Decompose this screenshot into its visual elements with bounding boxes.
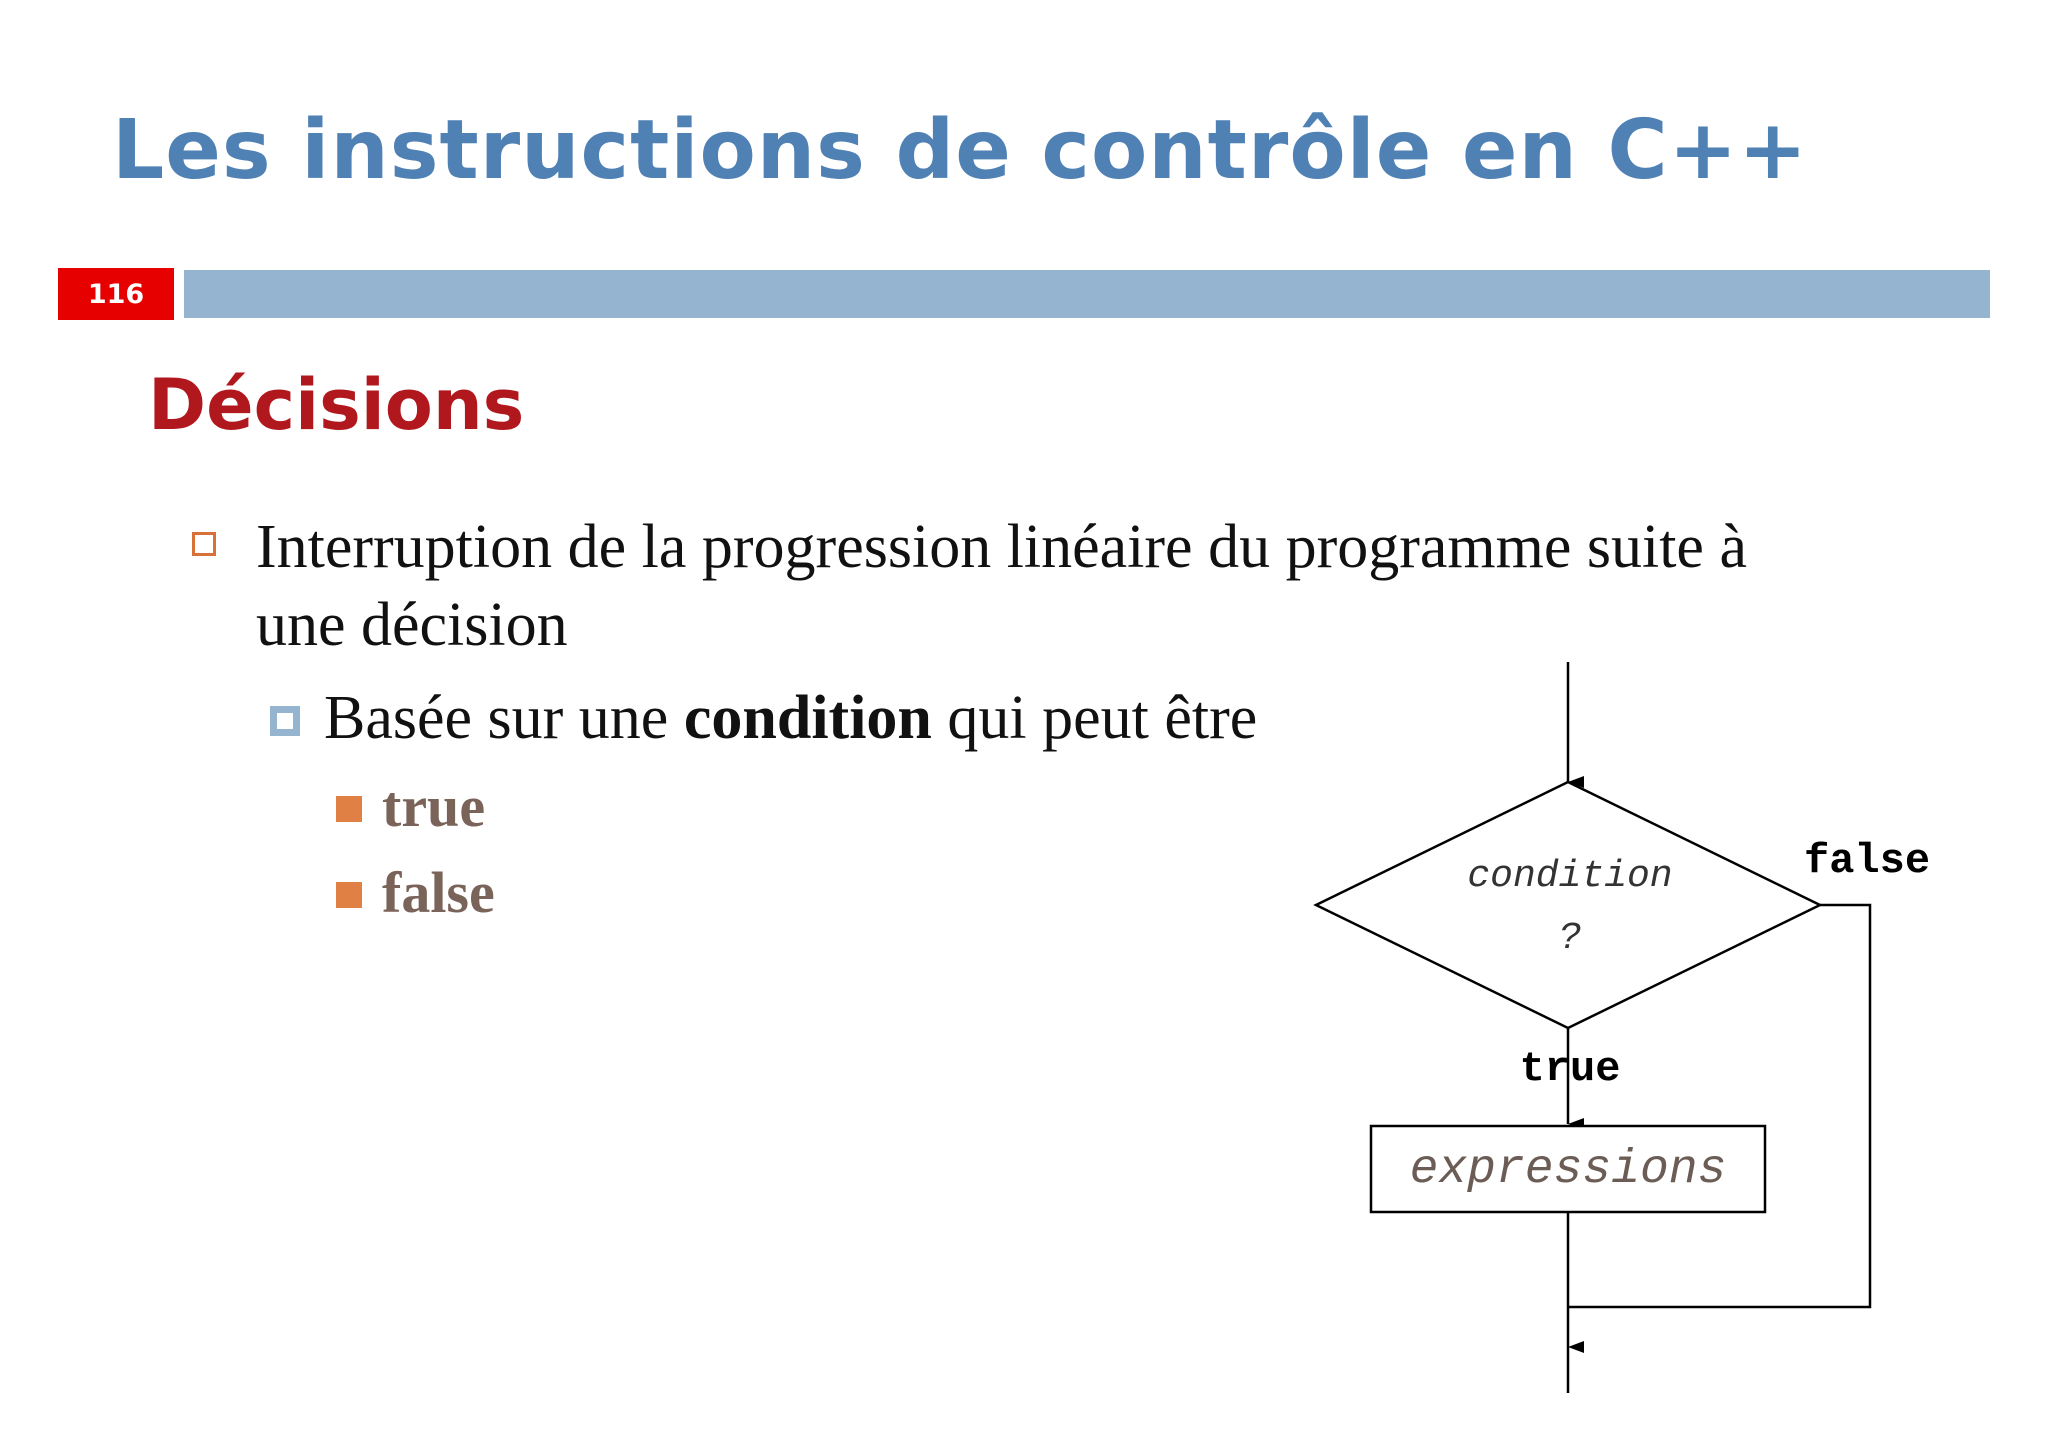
bullet2-suffix: qui peut être <box>931 684 1258 752</box>
slide-title: Les instructions de contrôle en C++ <box>112 103 1809 198</box>
bullet2-prefix: Basée sur une <box>324 684 684 752</box>
decision-diamond <box>1316 782 1820 1028</box>
bullet-text-level1: Interruption de la progression linéaire du programme suite à une décision <box>256 513 1747 659</box>
option-true: true <box>382 774 486 839</box>
page-number-badge: 116 <box>58 268 174 320</box>
condition-label: condition <box>1467 855 1673 898</box>
section-title: Décisions <box>148 364 525 446</box>
bullet2-bold: condition <box>683 684 932 752</box>
option-false: false <box>382 860 495 925</box>
true-label: true <box>1519 1045 1621 1093</box>
expressions-label: expressions <box>1409 1143 1727 1197</box>
question-mark-label: ? <box>1558 917 1582 960</box>
false-label: false <box>1804 837 1931 885</box>
